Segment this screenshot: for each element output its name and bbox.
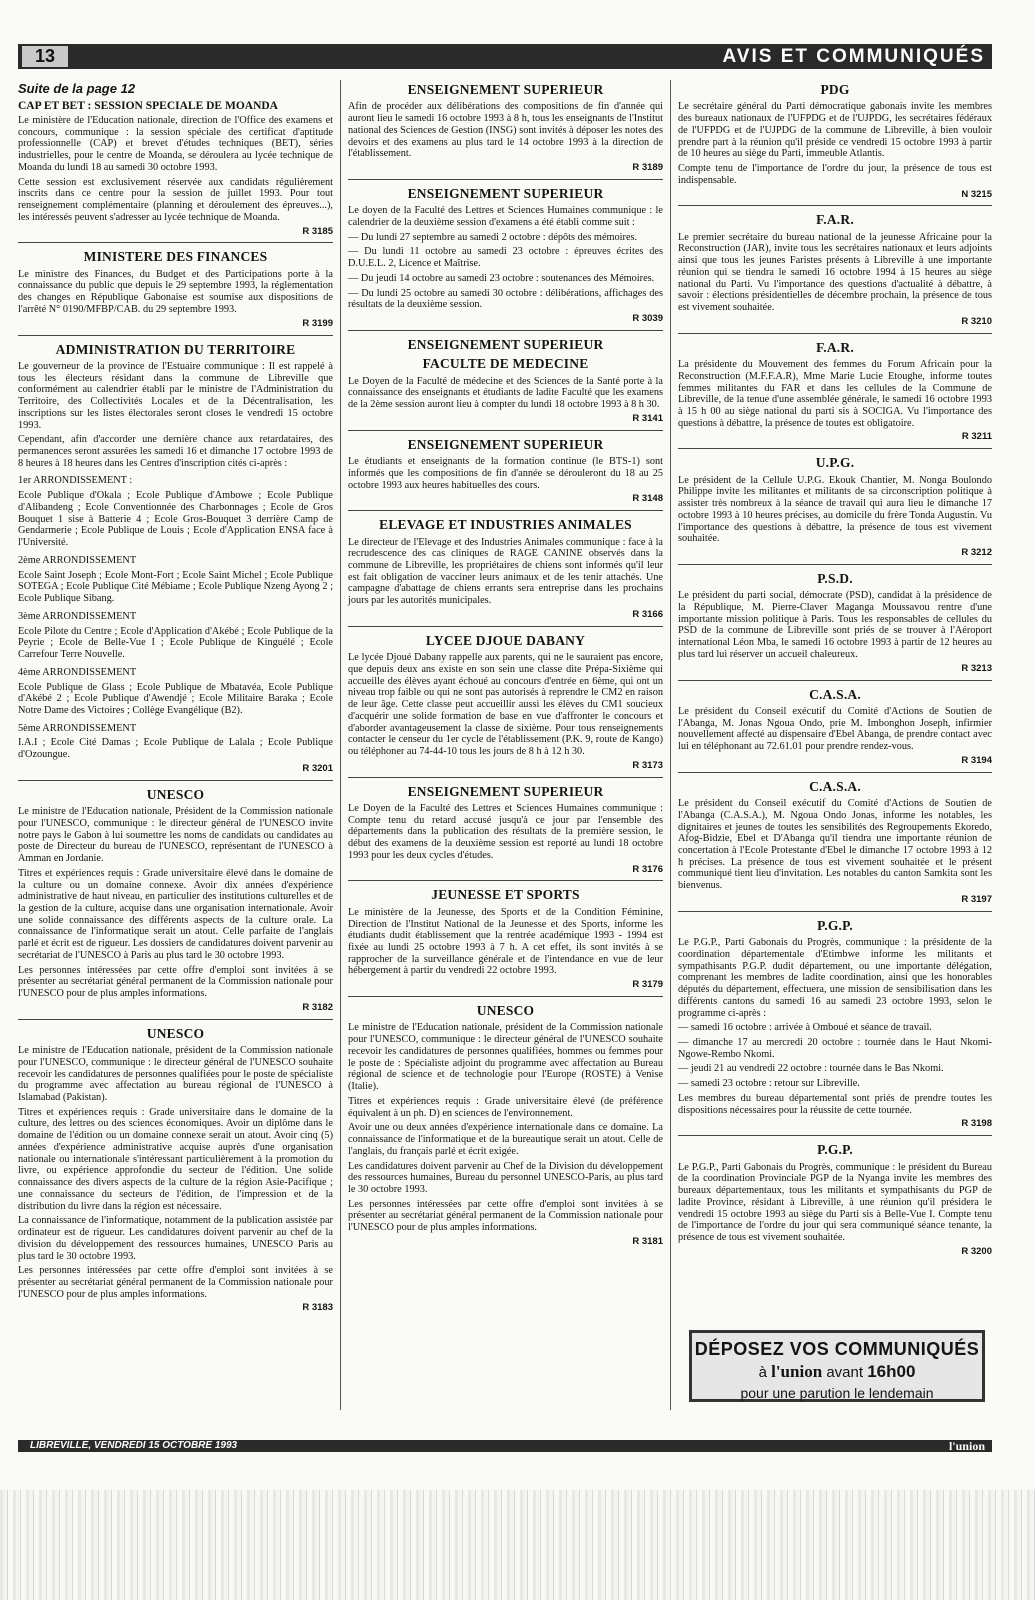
ad-subline: pour une parution le lendemain	[740, 1385, 934, 1401]
ad-brand: l'union	[771, 1362, 823, 1381]
article-ref: R 3166	[632, 608, 663, 620]
article-text: La connaissance de l'informatique, notamment de la publication assistée par ordinateur est de rigueur. Les candidatures doivent parvenir au chef de la division du développement des ressources humaines, UNESCO Paris au plus tard le 30 octobre 1993.	[18, 1215, 333, 1262]
column-divider	[340, 80, 341, 1410]
article-text: Le directeur de l'Elevage et des Industries Animales communique : face à la recrudescence des cas cliniques de RAGE CANINE observés dans la commune de Libreville, les propriétaires de chiens sont informés qu'il leur est fait obligation de vacciner leurs animaux et de les tenir attachés. Une campagne d'abattage de chiens errants sera entreprise dans les prochains jours par les autorités municipales.	[348, 536, 663, 607]
article	[678, 687, 992, 773]
article-ref: R 3039	[632, 313, 663, 325]
article-subtitle: FACULTE DE MEDECINE	[422, 356, 589, 372]
article-text: La présidente du Mouvement des femmes du Forum Africain pour la Reconstruction (M.F.F.A.R), Mme Marie Lucie Etoughe, informe toutes femmes militantes du FAR et dans les cellules de la Commune de Libreville, de la tenue d'une assemblée générale, le samedi 16 octobre 1993 à 15 h 00 au siège national du parti sis à SOCIGA. Vu l'importance des questions à débattre, la présence de toutes est obligatoire.	[678, 359, 992, 429]
list-item: — Du lundi 27 septembre au samedi 2 octobre : dépôts des mémoires.	[348, 231, 638, 243]
article-ref: R 3199	[302, 317, 333, 329]
article-ref: R 3201	[302, 762, 333, 774]
article-text: Le étudiants et enseignants de la formation continue (le BTS-1) sont informés que les compositions de fin d'année se dérouleront du 18 au 25 octobre 1993 aux heures habituelles des cours.	[348, 456, 663, 491]
column-2	[348, 80, 663, 1259]
article-ref: R 3173	[632, 759, 663, 771]
article	[348, 1003, 663, 1253]
article-text: Le lycée Djoué Dabany rappelle aux parents, qui ne le sauraient pas encore, que depuis deux ans existe en son sein une classe dite Prépa-Sixième qui accueille des élèves ayant échoué au concours d'entrée en 6ème, qui ont un niveau trop faible ou qui ne sont pas autorisés à reprendre le CM2 en raison de leur âge. Cette classe peut accueillir aussi les élèves du CM1 soucieux d'acquérir une solide formation de base en vue d'affronter le concours et d'aborder avantageusement la classe de sixième. Pour tous renseignements contacter le censeur du 1er cycle de l'établissement (P.K. 9, route de Kango) ou téléphoner au 74-44-10 tous les jours de 8 h à 12 h 30.	[348, 652, 663, 757]
column-3	[678, 80, 992, 1269]
article-text: Le ministère de l'Education nationale, direction de l'Office des examens et concours, communique : la session spéciale des certificat d'aptitude professionnelle (CAP) et brevet d'études techniques (BET), séries industrielles, pour le centre de Moanda, se déroulera au lycée technique de Moanda du lundi 18 au samedi 30 octobre 1993.	[18, 114, 333, 173]
continued-label: Suite de la page 12	[18, 81, 136, 96]
list-item: — samedi 23 octobre : retour sur Libreville.	[678, 1078, 860, 1090]
article-title: C.A.S.A.	[809, 778, 861, 794]
article-text: Le ministre des Finances, du Budget et des Participations porte à la connaissance du public que depuis le 29 septembre 1993, la réglementation des changes en République Gabonaise est soumise aux dispositions de l'arrêté N° 0190/MFBP/CAB. du 29 septembre 1993.	[18, 268, 333, 315]
district-list: Ecole Saint Joseph ; Ecole Mont-Fort ; Ecole Saint Michel ; Ecole Publique SOTEGA ; Ecole Publique Cité Mébiame ; Ecole Publique Nzeng Ayong 2 ; Ecole Publique Sibang.	[18, 569, 333, 605]
list-item: — Du jeudi 14 octobre au samedi 23 octobre : soutenances des Mémoires.	[348, 272, 655, 284]
article	[678, 340, 992, 450]
article-ref: R 3213	[961, 662, 992, 674]
article	[18, 1026, 333, 1320]
column-1	[18, 80, 333, 1325]
article-ref: R 3212	[961, 547, 992, 559]
article	[678, 455, 992, 565]
article-ref: R 3183	[302, 1302, 333, 1314]
district-list: Ecole Publique d'Okala ; Ecole Publique d'Ambowe ; Ecole Publique d'Alibandeng ; Ecole Conventionnée des Charbonnages ; Ecole de Gros Bouquet 1 sise à Batterie 4 ; Ecole Gros-Bouquet 3 derrière Camp de Gendarmerie ; Ecole Publique de Louis ; Ecole d'Application ENSA face à l'Université.	[18, 490, 333, 549]
article-ref: N 3215	[961, 188, 992, 200]
article-ref: R 3211	[961, 431, 992, 443]
submission-ad-box	[689, 1330, 985, 1402]
article-title: ELEVAGE ET INDUSTRIES ANIMALES	[379, 517, 632, 533]
district-list: Ecole Publique de Glass ; Ecole Publique de Mbatavéa, Ecole Publique d'Akébé 2 ; Ecole Publique d'Awendjé ; Ecole Militaire Baraka ; Ecole Notre Dame des Victoires ; Collège Evangélique (B2).	[18, 681, 333, 716]
article-text: Le président du Conseil exécutif du Comité d'Actions de Soutien de l'Abanga, M. Jonas Ngoua Ondo, prie M. Imbonghon Joseph, infirmier nouvellement affecté au dispensaire d'Ebel Abanga, de prendre contact avec lui en téléphonant au 72.61.01 pour prendre rendez-vous.	[678, 705, 992, 753]
article-text: Le P.G.P., Parti Gabonais du Progrès, communique : la présidente de la coordination départementale d'Etimbwe informe les militants et sympathisants P.G.P. dudit département, ou une importante délégation, comprenant les membres de ladite coordination, ainsi que les honorables députés du département, effectuera, une mission de sensibilisation dans les différents cantons du samedi 16 au samedi 23 octobre 1993, selon le programme ci-après :	[678, 937, 992, 1019]
article-title: CAP ET BET : SESSION SPECIALE DE MOANDA	[18, 99, 278, 112]
list-item: — samedi 16 octobre : arrivée à Omboué et séance de travail.	[678, 1022, 932, 1034]
section-title: AVIS ET COMMUNIQUÉS	[722, 46, 985, 67]
ad-text: avant	[826, 1364, 864, 1381]
article-title: PDG	[820, 82, 850, 97]
article-ref: R 3198	[961, 1118, 992, 1130]
article-text: Les membres du bureau départemental sont priés de prendre toutes les dispositions nécessaires pour la réussite de cette tournée.	[678, 1092, 992, 1116]
article-ref: R 3148	[632, 493, 663, 505]
article-title: ENSEIGNEMENT SUPERIEUR	[407, 82, 604, 97]
ad-deadline	[692, 1362, 982, 1382]
article-text: Les candidatures doivent parvenir au Chef de la Division du développement des ressources humaines, Bureau du personnel UNESCO-Paris, au plus tard le 30 octobre 1993.	[348, 1160, 663, 1195]
article-ref: R 3182	[302, 1001, 333, 1013]
article	[348, 437, 663, 511]
article	[348, 82, 663, 180]
district-title: 4ème ARRONDISSEMENT	[18, 666, 137, 678]
article-ref: R 3189	[632, 162, 663, 174]
article-text: Titres et expériences requis : Grade universitaire élevé (de préférence équivalent à un ph. D) en sciences de l'environnement.	[348, 1095, 663, 1119]
article-ref: R 3200	[961, 1245, 992, 1257]
district-title: 3ème ARRONDISSEMENT	[18, 610, 137, 622]
column-divider	[670, 80, 671, 1410]
article	[348, 337, 663, 431]
article-title: JEUNESSE ET SPORTS	[431, 887, 580, 903]
article	[678, 1142, 992, 1262]
article-ref: R 3176	[632, 863, 663, 875]
article-text: Les personnes intéressées par cette offre d'emploi sont invitées à se présenter au secrétariat général permanent de la Commission nationale pour l'UNESCO pour de plus amples informations.	[348, 1198, 663, 1234]
article-title: ENSEIGNEMENT SUPERIEUR	[407, 185, 604, 201]
page-number: 13	[22, 46, 68, 67]
schedule-list	[678, 1022, 992, 1090]
article-text: Le ministère de la Jeunesse, des Sports et de la Condition Féminine, Direction de l'Institut National de la Jeunesse et des Sports, informe les étudiants dudit établissement que la rentrée académique 1993 - 1994 est fixée au lundi 25 octobre 1993 à 7 h. A cet effet, ils sont invités à se rapprocher de la surveillance générale et de l'intendance en vue de leur hébergement à partir du vendredi 22 octobre 1993.	[348, 906, 663, 977]
article-text: Le président de la Cellule U.P.G. Ekouk Chantier, M. Nonga Boulondo Philippe invite les militantes et militants de sa circonscription politique à assister très nombreux à la séance de travail qui aura lieu le dimanche 17 octobre 1993 à 10 heures précises, au domicile du frère Tonda Augustin. Vu l'importance des questions à débattre, la présence de tous est vivement souhaitée.	[678, 474, 992, 545]
article-title: ENSEIGNEMENT SUPERIEUR	[407, 336, 604, 352]
schedule-list	[348, 232, 663, 311]
article-title: LYCEE DJOUE DABANY	[425, 632, 586, 648]
article-text: Cependant, afin d'accorder une dernière chance aux retardataires, des permanences seront assurées les samedi 16 et dimanche 17 octobre 1993 de 8 heures à 18 heures dans les Centres d'inscription cités ci-après :	[18, 434, 333, 469]
article-title: MINISTERE DES FINANCES	[83, 249, 268, 265]
district-list: I.A.I ; Ecole Cité Damas ; Ecole Publique de Lalala ; Ecole Publique d'Ozoungue.	[18, 737, 333, 761]
article	[678, 918, 992, 1136]
article-text: Le secrétaire général du Parti démocratique gabonais invite les membres des bureaux nationaux de l'UFPDG et de l'UJPDG, les secrétaires fédéraux de l'UFPDG et de l'UJPDG de la commune de Libreville, à bien vouloir prendre part à la réunion qu'il préside ce vendredi 15 octobre 1993 à partir de 10 heures au siège du Parti, immeuble Atlantis.	[678, 101, 992, 160]
article-text: Le Doyen de la Faculté des Lettres et Sciences Humaines communique : Compte tenu du retard accusé jusqu'à ce jour par l'ensemble des départements dans la publication des résultats de la première session, le début des examens de la deuxième session est reporté au lundi 18 octobre 1993 pour les deux cycles d'études.	[348, 802, 663, 861]
article	[678, 779, 992, 912]
list-item: — Du lundi 25 octobre au samedi 30 octobre : délibérations, affichages des résultats de la deuxième session.	[348, 287, 663, 311]
article-text: Afin de procéder aux délibérations des compositions de fin d'année qui auront lieu le samedi 16 octobre 1993 à 8 h, tous les enseignants de l'Institut national des Sciences de Gestion (INSG) sont invités à déposer les notes des devoirs et des examens au plus tard le 14 octobre 1993 à la direction de l'établissement.	[348, 101, 663, 160]
article	[348, 186, 663, 331]
article	[18, 342, 333, 781]
article-text: Le gouverneur de la province de l'Estuaire communique : Il est rappelé à tous les électeurs résidant dans la commune de Libreville que conformément au calendrier établi par le ministre de l'Administration du Territoire, des Collectivités Locales et de la Décentralisation, les inscriptions sur les listes électorales seront closes le vendredi 15 octobre 1993.	[18, 360, 333, 431]
district-list: Ecole Pilote du Centre ; Ecole d'Application d'Akébé ; Ecole Publique de la Peyrie ; Ecole de Belle-Vue I ; Ecole Publique de Kinguélé ; Ecole Carrefour Terre Nouvelle.	[18, 625, 333, 661]
article-ref: R 3141	[632, 412, 663, 424]
article-ref: R 3197	[961, 893, 992, 905]
article-text: Le président du parti social, démocrate (PSD), candidat à la présidence de la République, M. Pierre-Claver Maganga Moussavou rentre d'une importante mission politique à Paris. Tous les responsables de cellules du PSD de la commune de Libreville sont priés de se trouver à l'Aéroport international Léon Mba, le samedi 16 octobre 1993 à partir de 12 heures au plus tard lui réserver un accueil chaleureux.	[678, 590, 992, 660]
list-item: — dimanche 17 au mercredi 20 octobre : tournée dans le Haut Nkomi-Ngowe-Rembo Nkomi.	[678, 1036, 992, 1060]
article-title: UNESCO	[146, 786, 205, 802]
district-title: 1er ARRONDISSEMENT :	[18, 475, 133, 487]
article-text: Avoir une ou deux années d'expérience internationale dans ce domaine. La connaissance de l'informatique et de la bureautique serait un atout. Celle de l'anglais, du français parlé et écrit exigée.	[348, 1122, 663, 1157]
article-text: Le premier secrétaire du bureau national de la jeunesse Africaine pour la Reconstruction (JAR), invite tous les secrétaires nationaux et leurs adjoints ainsi que tous les jeunes Faristes présents à Libreville à une importante réunion qui se tiendra le samedi 16 octobre 1994 à 15 heures au siège national du Parti. Vu l'importance des questions d'actualité à débattre, à savoir : élections présidentielles de décembre prochain, la présence de tous est vivement souhaitée.	[678, 231, 992, 314]
article-title: P.S.D.	[817, 570, 853, 586]
list-item: — jeudi 21 au vendredi 22 octobre : tournée dans le Bas Nkomi.	[678, 1063, 944, 1075]
article	[18, 787, 333, 1020]
article-title: ENSEIGNEMENT SUPERIEUR	[407, 783, 604, 799]
article-title: P.G.P.	[817, 1142, 853, 1158]
article-text: Le président du Conseil exécutif du Comité d'Actions de Soutien de l'Abanga (C.A.S.A.), M. Ngoua Ondo Jonas, informe les notables, les dignitaires et jeunes de toutes les sensibilités des Regroupements Ekoredo, Afog-Bidzie, Ebel et D'Abanga qu'il tiendra une importante réunion de concertation à l'Ecole Protestante d'Ebel le dimanche 17 octobre 1993 à 12 h précises. La présence de tous est vivement souhaitée et le présent communiqué tient lieu d'invitation. Les notables du canton Samkita sont les bienvenus.	[678, 798, 992, 892]
article-text: Le P.G.P., Parti Gabonais du Progrès, communique : le président du Bureau de la coordination Provinciale PGP de la Nyanga invite les membres des bureaux départementaux, tous les militants et sympathisants du PGP de ladite Province, résidant à Libreville, à une réunion qu'il présidera le vendredi 15 octobre 1993 au siège du Parti sis à Belle-Vue I. Compte tenu de l'importance de l'ordre du jour qui sera communiqué séance tenante, la présence de tous est vivement souhaitée.	[678, 1161, 992, 1243]
article	[348, 887, 663, 997]
article	[678, 82, 992, 206]
district-title: 2ème ARRONDISSEMENT	[18, 554, 137, 566]
article-text: Le ministre de l'Education nationale, président de la Commission nationale pour l'UNESCO, communique : le directeur général de l'UNESCO souhaite recevoir les candidatures de personnes qualifiées pour le poste de spécialiste du programme avec affectation au bureau régional de l'UNESCO à Islamabad (Pakistan).	[18, 1045, 333, 1103]
article-text: Le doyen de la Faculté des Lettres et Sciences Humaines communique : le calendrier de la deuxième session d'examens a été établi comme suit :	[348, 205, 663, 228]
article-title: F.A.R.	[816, 212, 854, 228]
article-ref: R 3185	[302, 225, 333, 237]
article-title: UNESCO	[146, 1025, 205, 1041]
article	[18, 100, 333, 244]
footer-date: LIBREVILLE, VENDREDI 15 OCTOBRE 1993	[30, 1440, 238, 1451]
article-text: Le Doyen de la Faculté de médecine et des Sciences de la Santé porte à la connaissance des enseignants et étudiants de ladite Faculté que les examens de la 2ème session auront lieu à compter du lundi 18 octobre 1993 à 8 h 30.	[348, 375, 663, 411]
ad-text: à	[758, 1364, 767, 1381]
article	[18, 249, 333, 335]
article-text: Titres et expériences requis : Grade universitaire élevé dans le domaine de la culture ou un domaine connexe. Avoir dix années d'expérience administrative de haut niveau, en particulier des institutions culturelles et de la gestion de la culture, acquise dans une organisation internationale. Avoir une solide connaissance des différents aspects de la culture orale. La connaissance de l'informatique serait un atout. Celle parfaite de l'anglais parlé et écrit est de rigueur. Les dossiers de candidatures doivent parvenir au secrétariat de l'UNESCO à Paris au plus tard le 30 octobre 1993.	[18, 867, 333, 961]
article-text: Titres et expériences requis : Grade universitaire dans le domaine de la culture, des lettres ou des sciences économiques. Avoir un diplôme dans le domaine de l'édition ou un domaine connexe serait un atout. Avoir cinq (5) années d'expérience administrative acquise auprès d'une organisation nationale ou internationale s'intéressant particulièrement à la promotion du livre, ou expérience approfondie du secteur de l'édition. Une solide connaissance des divers aspects de la culture de la région Asie-Pacifique ; une connaissance du secteurs de l'édition, de l'impression et de la distribution du livre dans la région est nécessaire.	[18, 1106, 333, 1212]
article	[348, 517, 663, 627]
list-item: — Du lundi 11 octobre au samedi 23 octobre : épreuves écrites des D.U.E.L. 2, Licence et Maîtrise.	[348, 246, 663, 270]
article-title: P.G.P.	[817, 917, 853, 933]
article-title: U.P.G.	[815, 455, 855, 471]
article-title: F.A.R.	[816, 339, 854, 355]
article-text: Les personnes intéressées par cette offre d'emploi sont invitées à se présenter au secrétariat général permanent de la Commission nationale pour l'UNESCO pour de plus amples informations.	[18, 964, 333, 1000]
article-text: Les personnes intéressées par cette offre d'emploi sont invitées à se présenter au secrétariat général permanent de la Commission nationale pour l'UNESCO pour de plus amples informations.	[18, 1265, 333, 1300]
article	[678, 212, 992, 333]
article	[678, 571, 992, 681]
article-ref: R 3179	[632, 979, 663, 991]
article-title: ENSEIGNEMENT SUPERIEUR	[407, 436, 604, 452]
article-ref: R 3210	[961, 315, 992, 327]
district-title: 5ème ARRONDISSEMENT	[18, 722, 137, 734]
article-title: UNESCO	[476, 1003, 535, 1019]
article-ref: R 3194	[961, 754, 992, 766]
ad-time: 16h00	[867, 1362, 916, 1381]
article-title: ADMINISTRATION DU TERRITOIRE	[55, 341, 296, 357]
article	[348, 633, 663, 778]
ad-headline: DÉPOSEZ VOS COMMUNIQUÉS	[694, 1339, 980, 1359]
article-title: C.A.S.A.	[809, 686, 861, 702]
article	[348, 784, 663, 882]
article-text: Le ministre de l'Education nationale, Président de la Commission nationale pour l'UNESCO, communique : le directeur général de l'UNESCO invite notre pays le Gabon à lui soumettre les noms de candidats ou candidates au poste de Directeur du bureau de l'UNESCO, représentant de l'UNESCO à Amman en Jordanie.	[18, 806, 333, 865]
article-text: Le ministre de l'Education nationale, président de la Commission nationale pour l'UNESCO, communique : le directeur général de l'UNESCO souhaite recevoir les candidatures de personnes qualifiées, hommes ou femmes pour le poste de : Spécialiste adjoint du programme avec affectation au Bureau régional de science et de technologie pour l'Europe (ROSTE) à Venise (Italie).	[348, 1022, 663, 1093]
article-text: Cette session est exclusivement réservée aux candidats régulièrement inscrits dans ce centre pour la session de juillet 1993. Pour tout renseignement complémentaire (planning et déroulement des épreuves...), les intéressés peuvent s'adresser au lycée technique de Moanda.	[18, 176, 333, 223]
article-text: Compte tenu de l'importance de l'ordre du jour, la présence de tous est indispensable.	[678, 163, 992, 186]
scan-artifact	[0, 1490, 1035, 1600]
article-ref: R 3181	[632, 1235, 663, 1247]
footer-brand: l'union	[948, 1439, 985, 1453]
